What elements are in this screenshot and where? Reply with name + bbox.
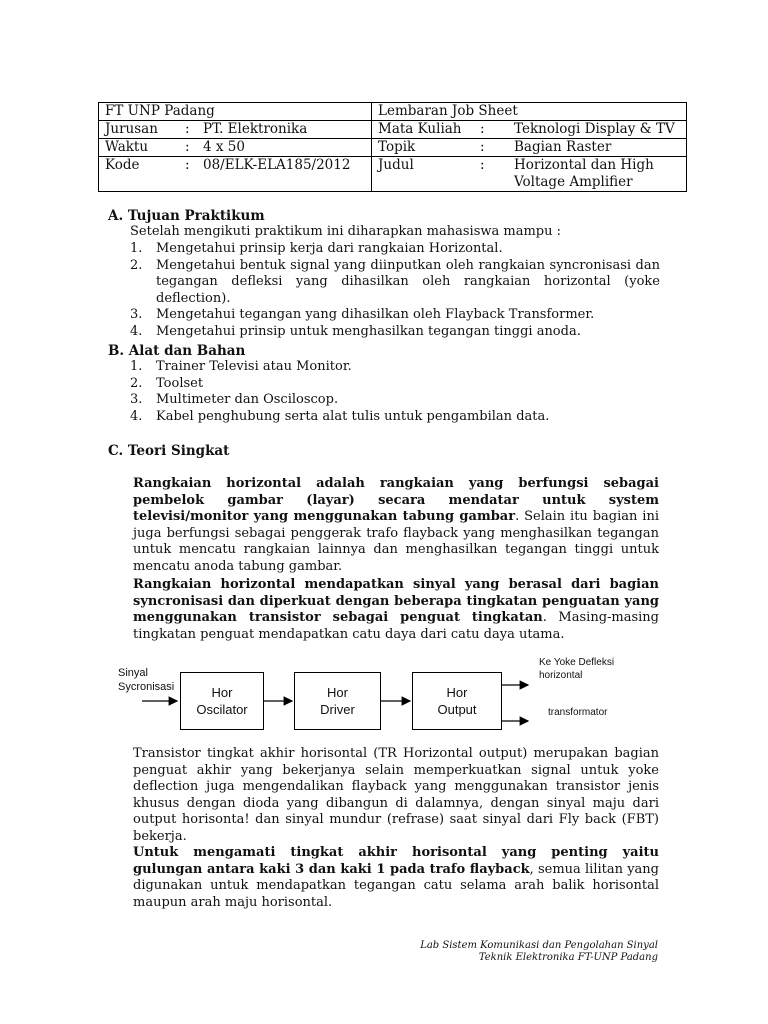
footer: Lab Sistem Komunikasi dan Pengolahan Sinyal Teknik Elektronika FT-UNP Padang [420, 940, 658, 963]
header-left-title: FT UNP Padang [99, 103, 372, 121]
list-item: 2. Mengetahui bentuk signal yang diinputkan oleh rangkaian syncronisasi dan tegangan defleksi yang dihasilkan oleh rangkaian horizontal (yoke deflection). [130, 257, 660, 306]
section-a-heading: A. Tujuan Praktikum [108, 208, 265, 224]
list-item: 1. Trainer Televisi atau Monitor. [130, 359, 352, 374]
section-b-list [130, 359, 660, 425]
hor-oscilator-box: Hor Oscilator [180, 672, 264, 730]
paragraph-4: Untuk mengamati tingkat akhir horisontal yang penting yaitu gulungan antara kaki 3 dan kaki 1 pada trafo flayback, semua lilitan yang digunakan untuk mendapatkan tegangan catu selama arah balik horisontal maupun arah maju horisontal. [133, 845, 659, 910]
output-yoke-label: Ke Yoke Defleksi horizontal [539, 657, 615, 681]
header-row-waktu: Waktu : 4 x 50 [99, 139, 372, 157]
paragraph-1: Rangkaian horizontal adalah rangkaian yang berfungsi sebagai pembelok gambar (layar) secara mendatar untuk system televisi/monitor yang menggunakan tabung gambar. Selain itu bagian ini juga berfungsi sebagai penggerak trafo flayback yang menghasilkan tegangan untuk mencatu rangkaian lainnya dan menghasilkan tegangan tinggi untuk mencatu anoda tabung gambar. [133, 476, 659, 574]
section-a-intro: Setelah mengikuti praktikum ini diharapkan mahasiswa mampu : [130, 224, 561, 239]
output-transformator-label: transformator [548, 707, 608, 718]
header-table [98, 102, 687, 192]
list-item: 3. Multimeter dan Osciloscop. [130, 392, 339, 407]
hor-driver-box: Hor Driver [294, 672, 381, 730]
input-label: Sinyal Sycronisasi [118, 667, 175, 693]
list-item: 4. Mengetahui prinsip untuk menghasilkan tegangan tinggi anoda. [130, 323, 581, 339]
list-item: 4. Kabel penghubung serta alat tulis untuk pengambilan data. [130, 408, 550, 424]
header-row-judul: Judul : Horizontal dan High Voltage Amplifier [372, 157, 687, 192]
section-a-list [130, 241, 660, 340]
paragraph-3: Transistor tingkat akhir horisontal (TR Horizontal output) merupakan bagian penguat akhir yang bekerjanya selain memperkuatkan signal untuk yoke deflection juga mengendalikan flayback yang menggunakan transistor jenis khusus dengan dioda yang dibangun di dalamnya, dengan sinyal maju dari output horisonta! dan sinyal mundur (refrase) saat sinyal dari Fly back (FBT) bekerja. [133, 746, 659, 844]
block-diagram [110, 655, 630, 735]
hor-output-box: Hor Output [412, 672, 502, 730]
list-item: 2. Toolset [130, 375, 204, 391]
section-b-heading: B. Alat dan Bahan [108, 343, 246, 359]
list-item: 3. Mengetahui tegangan yang dihasilkan oleh Flayback Transformer. [130, 307, 595, 322]
section-c-heading: C. Teori Singkat [108, 443, 230, 459]
header-row-kode: Kode : 08/ELK-ELA185/2012 [99, 157, 372, 192]
paragraph-2: Rangkaian horizontal mendapatkan sinyal yang berasal dari bagian syncronisasi dan diperkuat dengan beberapa tingkatan penguatan yang menggunakan transistor sebagai penguat tingkatan. Masing-masing tingkatan penguat mendapatkan catu daya dari catu daya utama. [133, 577, 660, 642]
header-row-mata-kuliah: Mata Kuliah : Teknologi Display & TV [372, 121, 687, 139]
header-row-topik: Topik : Bagian Raster [372, 139, 687, 157]
list-item: 1. Mengetahui prinsip kerja dari rangkaian Horizontal. [130, 241, 503, 256]
header-right-title: Lembaran Job Sheet [372, 103, 687, 121]
header-row-jurusan: Jurusan : PT. Elektronika [99, 121, 372, 139]
